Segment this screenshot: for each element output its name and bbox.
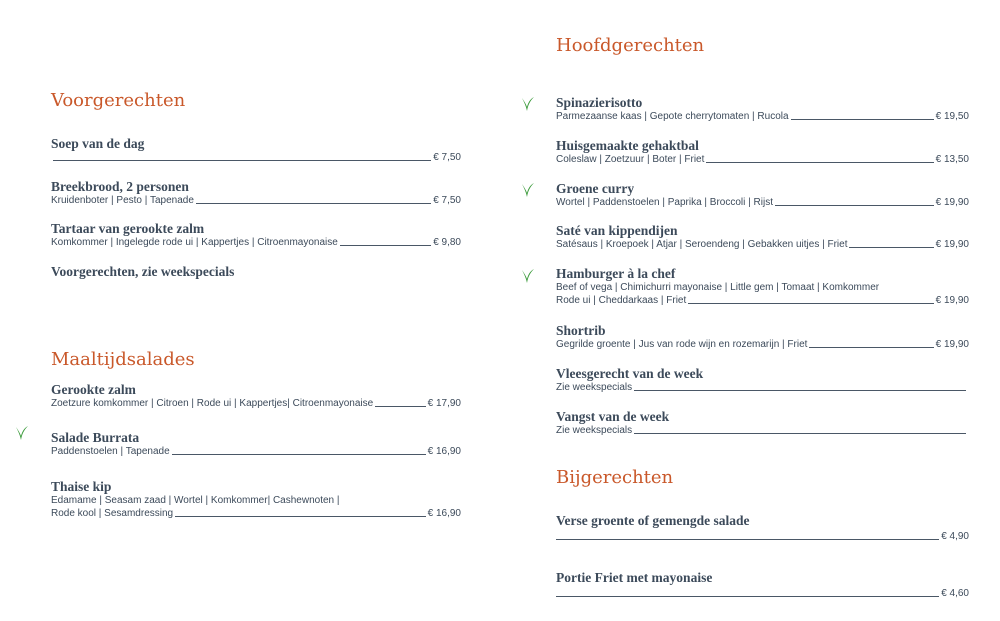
item-name: Voorgerechten, zie weekspecials	[51, 264, 235, 279]
menu-item-vangst	[556, 409, 966, 437]
item-name: Breekbrood, 2 personen	[51, 179, 189, 194]
item-line	[556, 110, 969, 123]
item-line	[51, 445, 461, 458]
item-price: € 4,60	[941, 588, 969, 599]
item-price: € 7,50	[433, 195, 461, 206]
item-description: Rode kool | Sesamdressing	[51, 508, 174, 519]
leader-line	[706, 162, 933, 163]
item-description: Paddenstoelen | Tapenade	[51, 446, 170, 457]
item-name: Tartaar van gerookte zalm	[51, 221, 205, 236]
item-description: Zie weekspecials	[556, 382, 633, 393]
item-name: Verse groente of gemengde salade	[556, 513, 750, 528]
item-line	[556, 294, 969, 307]
item-name: Thaise kip	[51, 479, 112, 494]
item-name: Vangst van de week	[556, 409, 670, 424]
leader-line	[172, 454, 426, 455]
menu-item-shortrib	[556, 323, 969, 351]
item-description: Kruidenboter | Pesto | Tapenade	[51, 195, 194, 206]
item-price: € 19,90	[935, 239, 969, 250]
item-description: Satésaus | Kroepoek | Atjar | Seroendeng | Gebakken uitjes | Friet	[556, 239, 848, 250]
leaf-icon	[521, 268, 535, 284]
menu-item-gehaktbal	[556, 138, 969, 166]
menu-item-soep	[51, 136, 461, 164]
item-description: Edamame | Seasam zaad | Wortel | Komkommer| Cashewnoten |	[51, 495, 340, 506]
menu-item-vleesgerecht	[556, 366, 966, 394]
leader-line	[849, 247, 933, 248]
leader-line	[556, 539, 939, 540]
menu-item-hamburger	[556, 266, 969, 307]
item-name: Gerookte zalm	[51, 382, 136, 397]
item-price: € 9,80	[433, 237, 461, 248]
leader-line	[375, 406, 425, 407]
leaf-icon	[15, 425, 29, 441]
item-description: Komkommer | Ingelegde rode ui | Kappertjes | Citroenmayonaise	[51, 237, 338, 248]
menu-item-breekbrood	[51, 179, 461, 207]
item-line	[556, 338, 969, 351]
item-line	[556, 153, 969, 166]
item-name: Saté van kippendijen	[556, 223, 678, 238]
leader-line	[809, 347, 933, 348]
item-line	[556, 587, 969, 600]
item-name: Salade Burrata	[51, 430, 140, 445]
item-line	[51, 494, 461, 507]
item-line	[51, 397, 461, 410]
menu-item-spinazierisotto	[556, 95, 969, 123]
item-line	[51, 507, 461, 520]
menu-item-gerookte-zalm	[51, 382, 461, 410]
item-description: Coleslaw | Zoetzuur | Boter | Friet	[556, 154, 705, 165]
menu-item-sate	[556, 223, 969, 251]
leader-line	[175, 516, 426, 517]
item-line	[556, 281, 969, 294]
item-description: Beef of vega | Chimichurri mayonaise | Little gem | Tomaat | Komkommer	[556, 282, 880, 293]
item-description: Wortel | Paddenstoelen | Paprika | Broccoli | Rijst	[556, 197, 773, 208]
leader-line	[634, 433, 966, 434]
item-line	[556, 196, 969, 209]
hoofdgerechten-section	[556, 35, 704, 56]
item-line	[556, 238, 969, 251]
bijgerechten-section	[556, 467, 673, 488]
leader-line	[791, 119, 934, 120]
item-line	[51, 151, 461, 164]
item-price: € 19,90	[935, 339, 969, 350]
item-description: Gegrilde groente | Jus van rode wijn en rozemarijn | Friet	[556, 339, 808, 350]
voorgerechten-section	[51, 90, 185, 111]
item-name: Vleesgerecht van de week	[556, 366, 704, 381]
menu-item-groene-curry	[556, 181, 969, 209]
item-line	[556, 381, 966, 394]
item-name: Spinazierisotto	[556, 95, 643, 110]
item-line	[556, 530, 969, 543]
maaltijdsalades-section	[51, 349, 195, 370]
item-price: € 19,90	[935, 197, 969, 208]
section-title-maaltijdsalades: Maaltijdsalades	[51, 349, 195, 370]
item-name: Shortrib	[556, 323, 606, 338]
menu-item-thaise-kip	[51, 479, 461, 520]
item-price: € 17,90	[427, 398, 461, 409]
section-title-voorgerechten: Voorgerechten	[51, 90, 186, 111]
item-name: Groene curry	[556, 181, 635, 196]
item-price: € 19,50	[935, 111, 969, 122]
item-price: € 19,90	[935, 295, 969, 306]
item-price: € 4,90	[941, 531, 969, 542]
item-description: Rode ui | Cheddarkaas | Friet	[556, 295, 687, 306]
item-line	[51, 194, 461, 207]
item-description: Zoetzure komkommer | Citroen | Rode ui | Kappertjes| Citroenmayonaise	[51, 398, 374, 409]
section-title-hoofdgerechten: Hoofdgerechten	[556, 35, 705, 56]
item-description: Zie weekspecials	[556, 425, 633, 436]
leader-line	[196, 203, 431, 204]
item-description: Parmezaanse kaas | Gepote cherrytomaten | Rucola	[556, 111, 789, 122]
item-price: € 7,50	[433, 152, 461, 163]
leader-line	[775, 205, 934, 206]
item-name: Portie Friet met mayonaise	[556, 570, 713, 585]
menu-item-salade-burrata	[51, 430, 461, 458]
leader-line	[688, 303, 933, 304]
menu-item-portie-friet	[556, 570, 969, 600]
menu-item-verse-groente	[556, 513, 969, 543]
item-name: Hamburger à la chef	[556, 266, 676, 281]
leader-line	[53, 160, 431, 161]
item-line	[51, 236, 461, 249]
leaf-icon	[521, 96, 535, 112]
item-name: Huisgemaakte gehaktbal	[556, 138, 699, 153]
leader-line	[340, 245, 431, 246]
item-price: € 13,50	[935, 154, 969, 165]
leader-line	[556, 596, 939, 597]
section-title-bijgerechten: Bijgerechten	[556, 467, 674, 488]
menu-item-weekspecials	[51, 264, 461, 279]
item-name: Soep van de dag	[51, 136, 145, 151]
item-line	[556, 424, 966, 437]
item-price: € 16,90	[427, 508, 461, 519]
menu-item-tartaar	[51, 221, 461, 249]
item-price: € 16,90	[427, 446, 461, 457]
leaf-icon	[521, 182, 535, 198]
leader-line	[634, 390, 966, 391]
